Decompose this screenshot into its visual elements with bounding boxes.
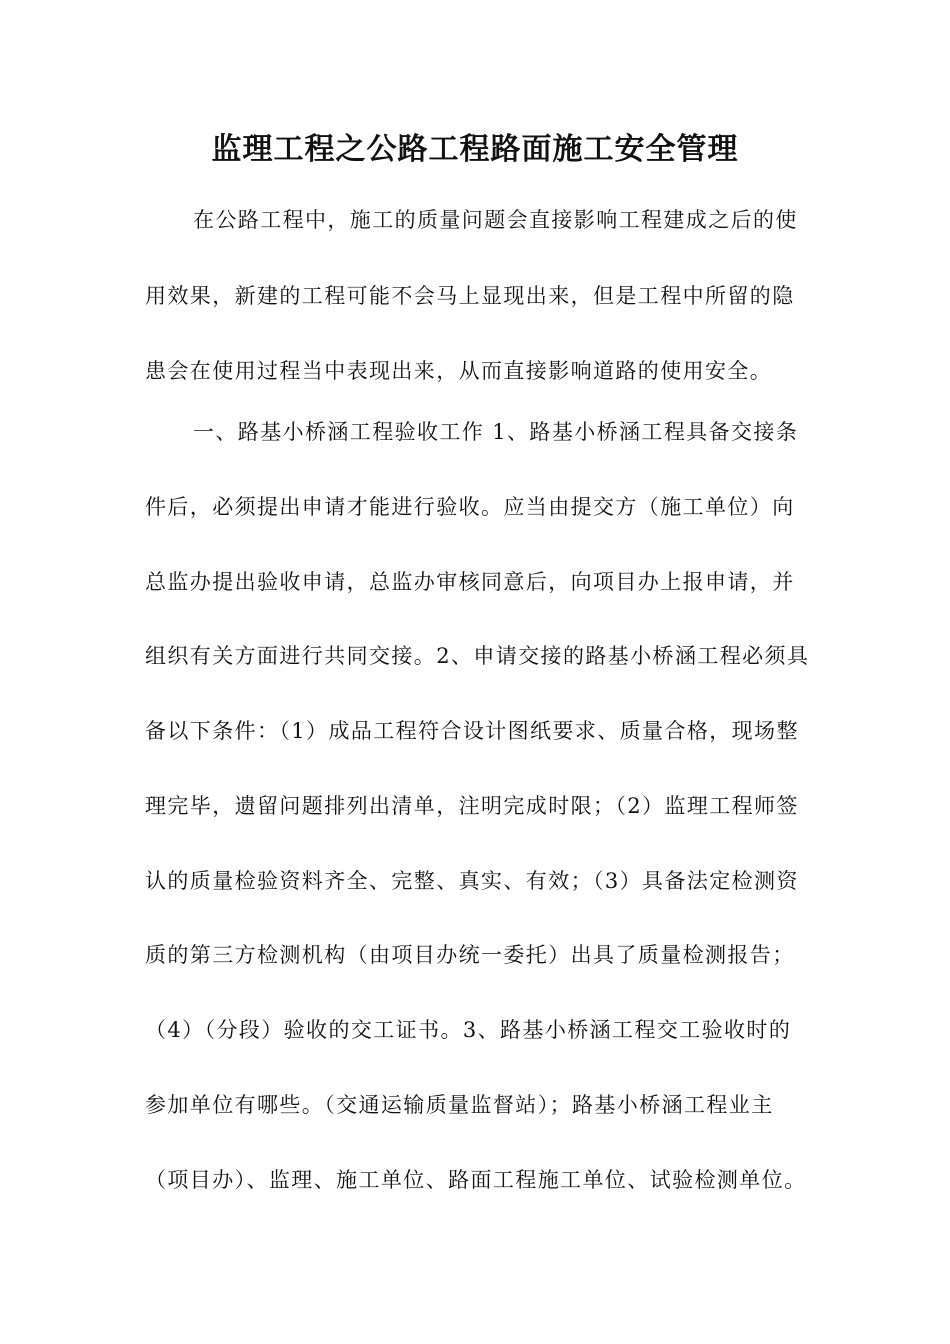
paragraph-2-line-10: 参加单位有哪些。（交通运输质量监督站）；路基小桥涵工程业主 — [145, 1093, 774, 1117]
paragraph-1-line-2: 用效果，新建的工程可能不会马上显现出来，但是工程中所留的隐 — [145, 284, 795, 308]
paragraph-2-line-5: 备以下条件：（1）成品工程符合设计图纸要求、质量合格，现场整 — [145, 719, 799, 743]
paragraph-1-line-3: 患会在使用过程当中表现出来，从而直接影响道路的使用安全。 — [145, 359, 773, 383]
paragraph-2-line-3: 总监办提出验收申请，总监办审核同意后，向项目办上报申请，并 — [145, 570, 795, 594]
paragraph-1-line-1: 在公路工程中，施工的质量问题会直接影响工程建成之后的使 — [193, 208, 798, 232]
paragraph-2-line-8: 质的第三方检测机构（由项目办统一委托）出具了质量检测报告； — [145, 943, 795, 967]
paragraph-2-line-11: （项目办）、监理、施工单位、路面工程施工单位、试验检测单位。 — [145, 1168, 807, 1192]
paragraph-2-line-9: （4）（分段）验收的交工证书。3、路基小桥涵工程交工验收时的 — [145, 1018, 792, 1042]
paragraph-2-line-7: 认的质量检验资料齐全、完整、真实、有效；（3）具备法定检测资 — [145, 869, 799, 893]
paragraph-2-line-4: 组织有关方面进行共同交接。2、申请交接的路基小桥涵工程必须具 — [145, 644, 810, 668]
paragraph-2-line-6: 理完毕，遗留问题排列出清单，注明完成时限；（2）监理工程师签 — [145, 794, 799, 818]
paragraph-2-line-2: 件后，必须提出申请才能进行验收。应当由提交方（施工单位）向 — [145, 495, 795, 519]
paragraph-2-line-1: 一、路基小桥涵工程验收工作 1、路基小桥涵工程具备交接条 — [193, 420, 799, 444]
document-title: 监理工程之公路工程路面施工安全管理 — [211, 132, 739, 167]
